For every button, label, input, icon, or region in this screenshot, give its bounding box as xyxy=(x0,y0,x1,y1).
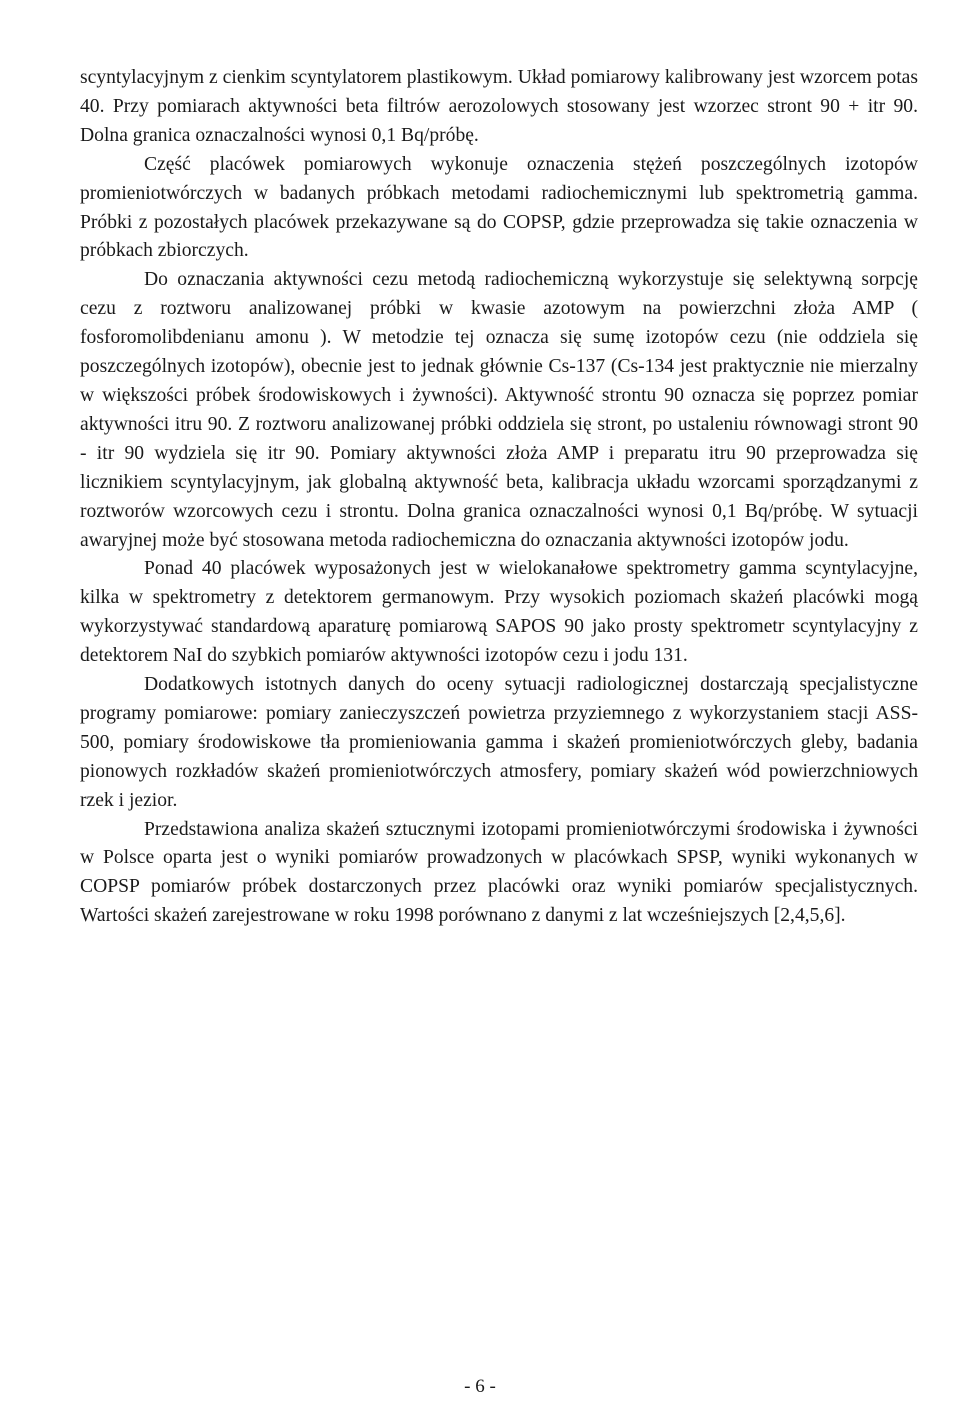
paragraph-gamma-spectrometers: Ponad 40 placówek wyposażonych jest w wielokanałowe spektrometry gamma scyntylacyjne, kilka w spektrometry z detektorem germanowym. Przy wysokich poziomach skażeń placówki mogą wykorzystywać standardową aparaturę pomiarową SAPOS 90 jako prosty spektrometr scyntylacyjny z detektorem NaI do szybkich pomiarów aktywności izotopów cezu i jodu 131. xyxy=(80,558,918,667)
page-number: - 6 - xyxy=(464,1376,496,1397)
document-body xyxy=(80,64,918,931)
paragraph-continuation: scyntylacyjnym z cienkim scyntylatorem plastikowym. Układ pomiarowy kalibrowany jest wzorcem potas 40. Przy pomiarach aktywności beta filtrów aerozolowych stosowany jest wzorzec stront 90 + itr 90. Dolna granica oznaczalności wynosi 0,1 Bq/próbę. xyxy=(80,67,918,146)
paragraph-analysis-summary: Przedstawiona analiza skażeń sztucznymi izotopami promieniotwórczymi środowiska i żywności w Polsce oparta jest o wyniki pomiarów prowadzonych w placówkach SPSP, wyniki wykonanych w COPSP pomiarów próbek dostarczonych przez placówki oraz wyniki pomiarów specjalistycznych. Wartości skażeń zarejestrowane w roku 1998 porównano z danymi z lat wcześniejszych [2,4,5,6]. xyxy=(80,818,918,927)
paragraph-radiochemical-methods: Część placówek pomiarowych wykonuje oznaczenia stężeń poszczególnych izotopów promieniotwórczych w badanych próbkach metodami radiochemicznymi lub spektrometrią gamma. Próbki z pozostałych placówek przekazywane są do COPSP, gdzie przeprowadza się takie oznaczenia w próbkach zbiorczych. xyxy=(80,153,918,262)
paragraph-cesium-strontium: Do oznaczania aktywności cezu metodą radiochemiczną wykorzystuje się selektywną sorpcję cezu z roztworu analizowanej próbki w kwasie azotowym na powierzchni złoża AMP ( fosforomolibdenianu amonu ). W metodzie tej oznacza się sumę izotopów cezu (nie oddziela się poszczególnych izotopów), obecnie jest to jednak głównie Cs-137 (Cs-134 jest praktycznie nie mierzalny w większości próbek środowiskowych i żywności). Aktywność strontu 90 oznacza się poprzez pomiar aktywności itru 90. Z roztworu analizowanej próbki oddziela się stront, po ustaleniu równowagi stront 90 - itr 90 wydziela się itr 90. Pomiary aktywności złoża AMP i preparatu itru 90 przeprowadza się licznikiem scyntylacyjnym, jak globalną aktywność beta, kalibracja układu wzorcami sporządzanymi z roztworów wzorcowych cezu i strontu. Dolna granica oznaczalności wynosi 0,1 Bq/próbę. W sytuacji awaryjnej może być stosowana metoda radiochemiczna do oznaczania aktywności izotopów jodu. xyxy=(80,269,918,551)
paragraph-specialist-programs: Dodatkowych istotnych danych do oceny sytuacji radiologicznej dostarczają specjalistyczne programy pomiarowe: pomiary zanieczyszczeń powietrza przyziemnego z wykorzystaniem stacji ASS-500, pomiary środowiskowe tła promieniowania gamma i skażeń promieniotwórczych gleby, badania pionowych rozkładów skażeń promieniotwórczych atmosfery, pomiary skażeń wód powierzchniowych rzek i jezior. xyxy=(80,674,918,811)
